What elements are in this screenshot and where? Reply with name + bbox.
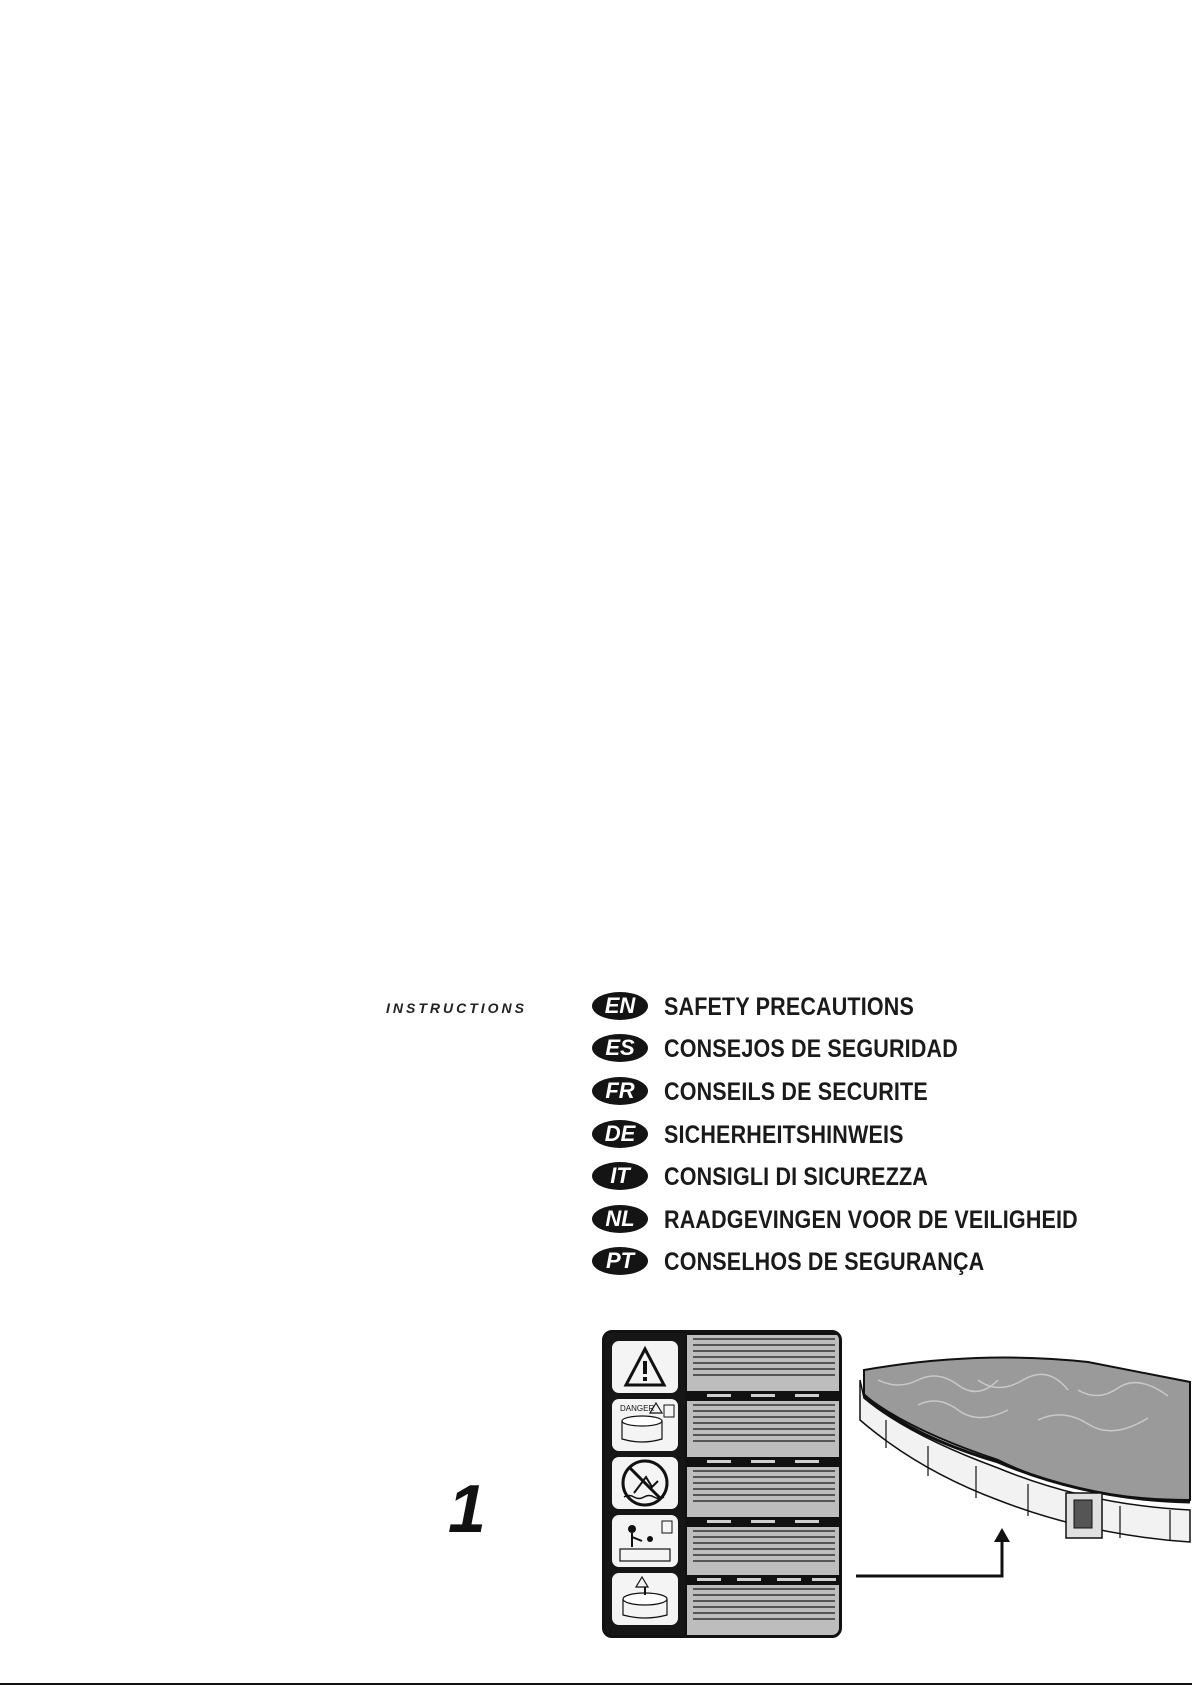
instructions-heading: INSTRUCTIONS [386,1000,527,1016]
language-title-fr: CONSEILS DE SECURITE [664,1078,928,1106]
warning-text-divider [687,1518,839,1526]
language-badge-fr: FR [592,1077,648,1105]
pool-illustration [858,1350,1192,1572]
language-badge-es: ES [592,1034,648,1062]
warning-text-block [687,1335,839,1391]
pictogram-column [605,1333,685,1635]
language-badge-de: DE [592,1120,648,1148]
danger-word: DANGER [620,1404,655,1413]
warning-text-divider [687,1576,839,1584]
no-diving-pictogram-icon [612,1457,678,1509]
language-badge-en: EN [592,992,648,1020]
warning-text-block [687,1527,839,1575]
child-supervision-pictogram-icon [612,1515,678,1567]
language-title-es: CONSEJOS DE SEGURIDAD [664,1035,958,1063]
language-badge-pt: PT [592,1247,648,1275]
language-title-nl: RAADGEVINGEN VOOR DE VEILIGHEID [664,1206,1078,1234]
warning-triangle-icon [612,1341,678,1393]
figure-number: 1 [448,1471,486,1547]
language-badge-nl: NL [592,1205,648,1233]
language-title-en: SAFETY PRECAUTIONS [664,993,914,1021]
warning-label-illustration [602,1330,842,1638]
warning-text-block [687,1401,839,1457]
language-title-de: SICHERHEITSHINWEIS [664,1121,904,1149]
pool-danger-pictogram-icon [612,1399,678,1451]
warning-label-location [1074,1500,1092,1528]
warning-text-divider [687,1458,839,1466]
warning-text-block [687,1467,839,1517]
language-title-pt: CONSELHOS DE SEGURANÇA [664,1248,985,1276]
no-walking-edge-pictogram-icon [612,1573,678,1625]
language-badge-it: IT [592,1162,648,1190]
warning-text-divider [687,1392,839,1400]
warning-text-block [687,1585,839,1635]
language-title-it: CONSIGLI DI SICUREZZA [664,1163,929,1191]
